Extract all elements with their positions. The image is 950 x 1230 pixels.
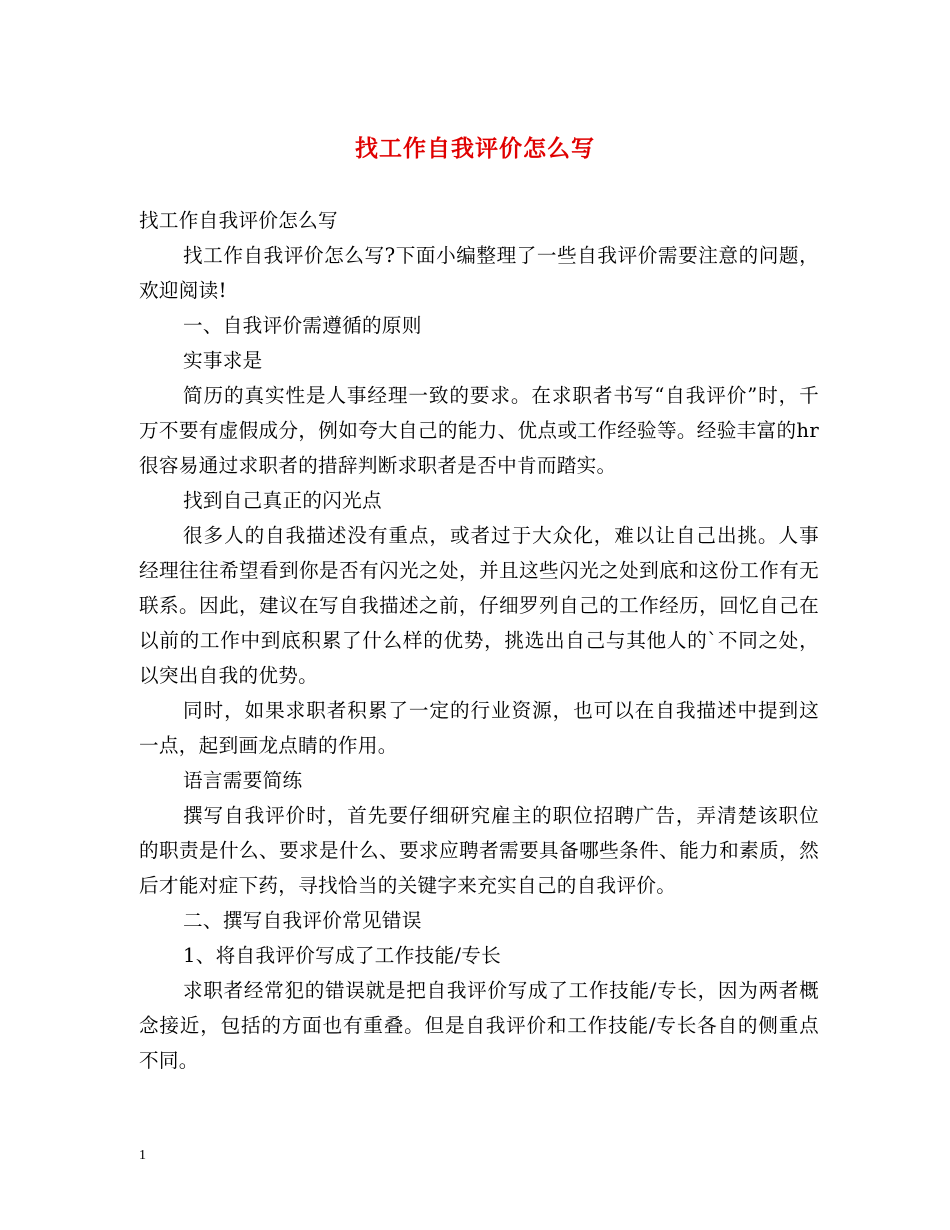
page-number: 1 bbox=[139, 1148, 146, 1163]
subsection-heading: 实事求是 bbox=[183, 349, 263, 372]
section-heading: 一、自我评价需遵循的原则 bbox=[183, 314, 422, 337]
subsection-heading: 语言需要简练 bbox=[183, 769, 303, 792]
paragraph: 同时，如果求职者积累了一定的行业资源，也可以在自我描述中提到这一点，起到画龙点睛的作用。 bbox=[139, 699, 819, 757]
paragraph: 简历的真实性是人事经理一致的要求。在求职者书写“自我评价”时，千万不要有虚假成分，例如夸大自己的能力、优点或工作经验等。经验丰富的hr很容易通过求职者的措辞判断求职者是否中肯而踏实。 bbox=[139, 384, 819, 477]
paragraph: 求职者经常犯的错误就是把自我评价写成了工作技能/专长，因为两者概念接近，包括的方面也有重叠。但是自我评价和工作技能/专长各自的侧重点不同。 bbox=[139, 979, 819, 1072]
subsection-heading: 找到自己真正的闪光点 bbox=[183, 489, 382, 512]
document-title: 找工作自我评价怎么写 bbox=[355, 135, 595, 162]
document-body bbox=[139, 203, 819, 1078]
subsection-heading: 1、将自我评价写成了工作技能/专长 bbox=[183, 944, 502, 967]
section-heading: 二、撰写自我评价常见错误 bbox=[183, 909, 422, 932]
paragraph: 很多人的自我描述没有重点，或者过于大众化，难以让自己出挑。人事经理往往希望看到你是否有闪光之处，并且这些闪光之处到底和这份工作有无联系。因此，建议在写自我描述之前，仔细罗列自己的工作经历，回忆自己在以前的工作中到底积累了什么样的优势，挑选出自己与其他人的`不同之处，以突出自我的优势。 bbox=[139, 524, 819, 687]
paragraph: 找工作自我评价怎么写 bbox=[139, 209, 338, 232]
paragraph: 找工作自我评价怎么写?下面小编整理了一些自我评价需要注意的问题，欢迎阅读! bbox=[139, 244, 819, 302]
paragraph: 撰写自我评价时，首先要仔细研究雇主的职位招聘广告，弄清楚该职位的职责是什么、要求是什么、要求应聘者需要具备哪些条件、能力和素质，然后才能对症下药，寻找恰当的关键字来充实自己的自我评价。 bbox=[139, 804, 819, 897]
